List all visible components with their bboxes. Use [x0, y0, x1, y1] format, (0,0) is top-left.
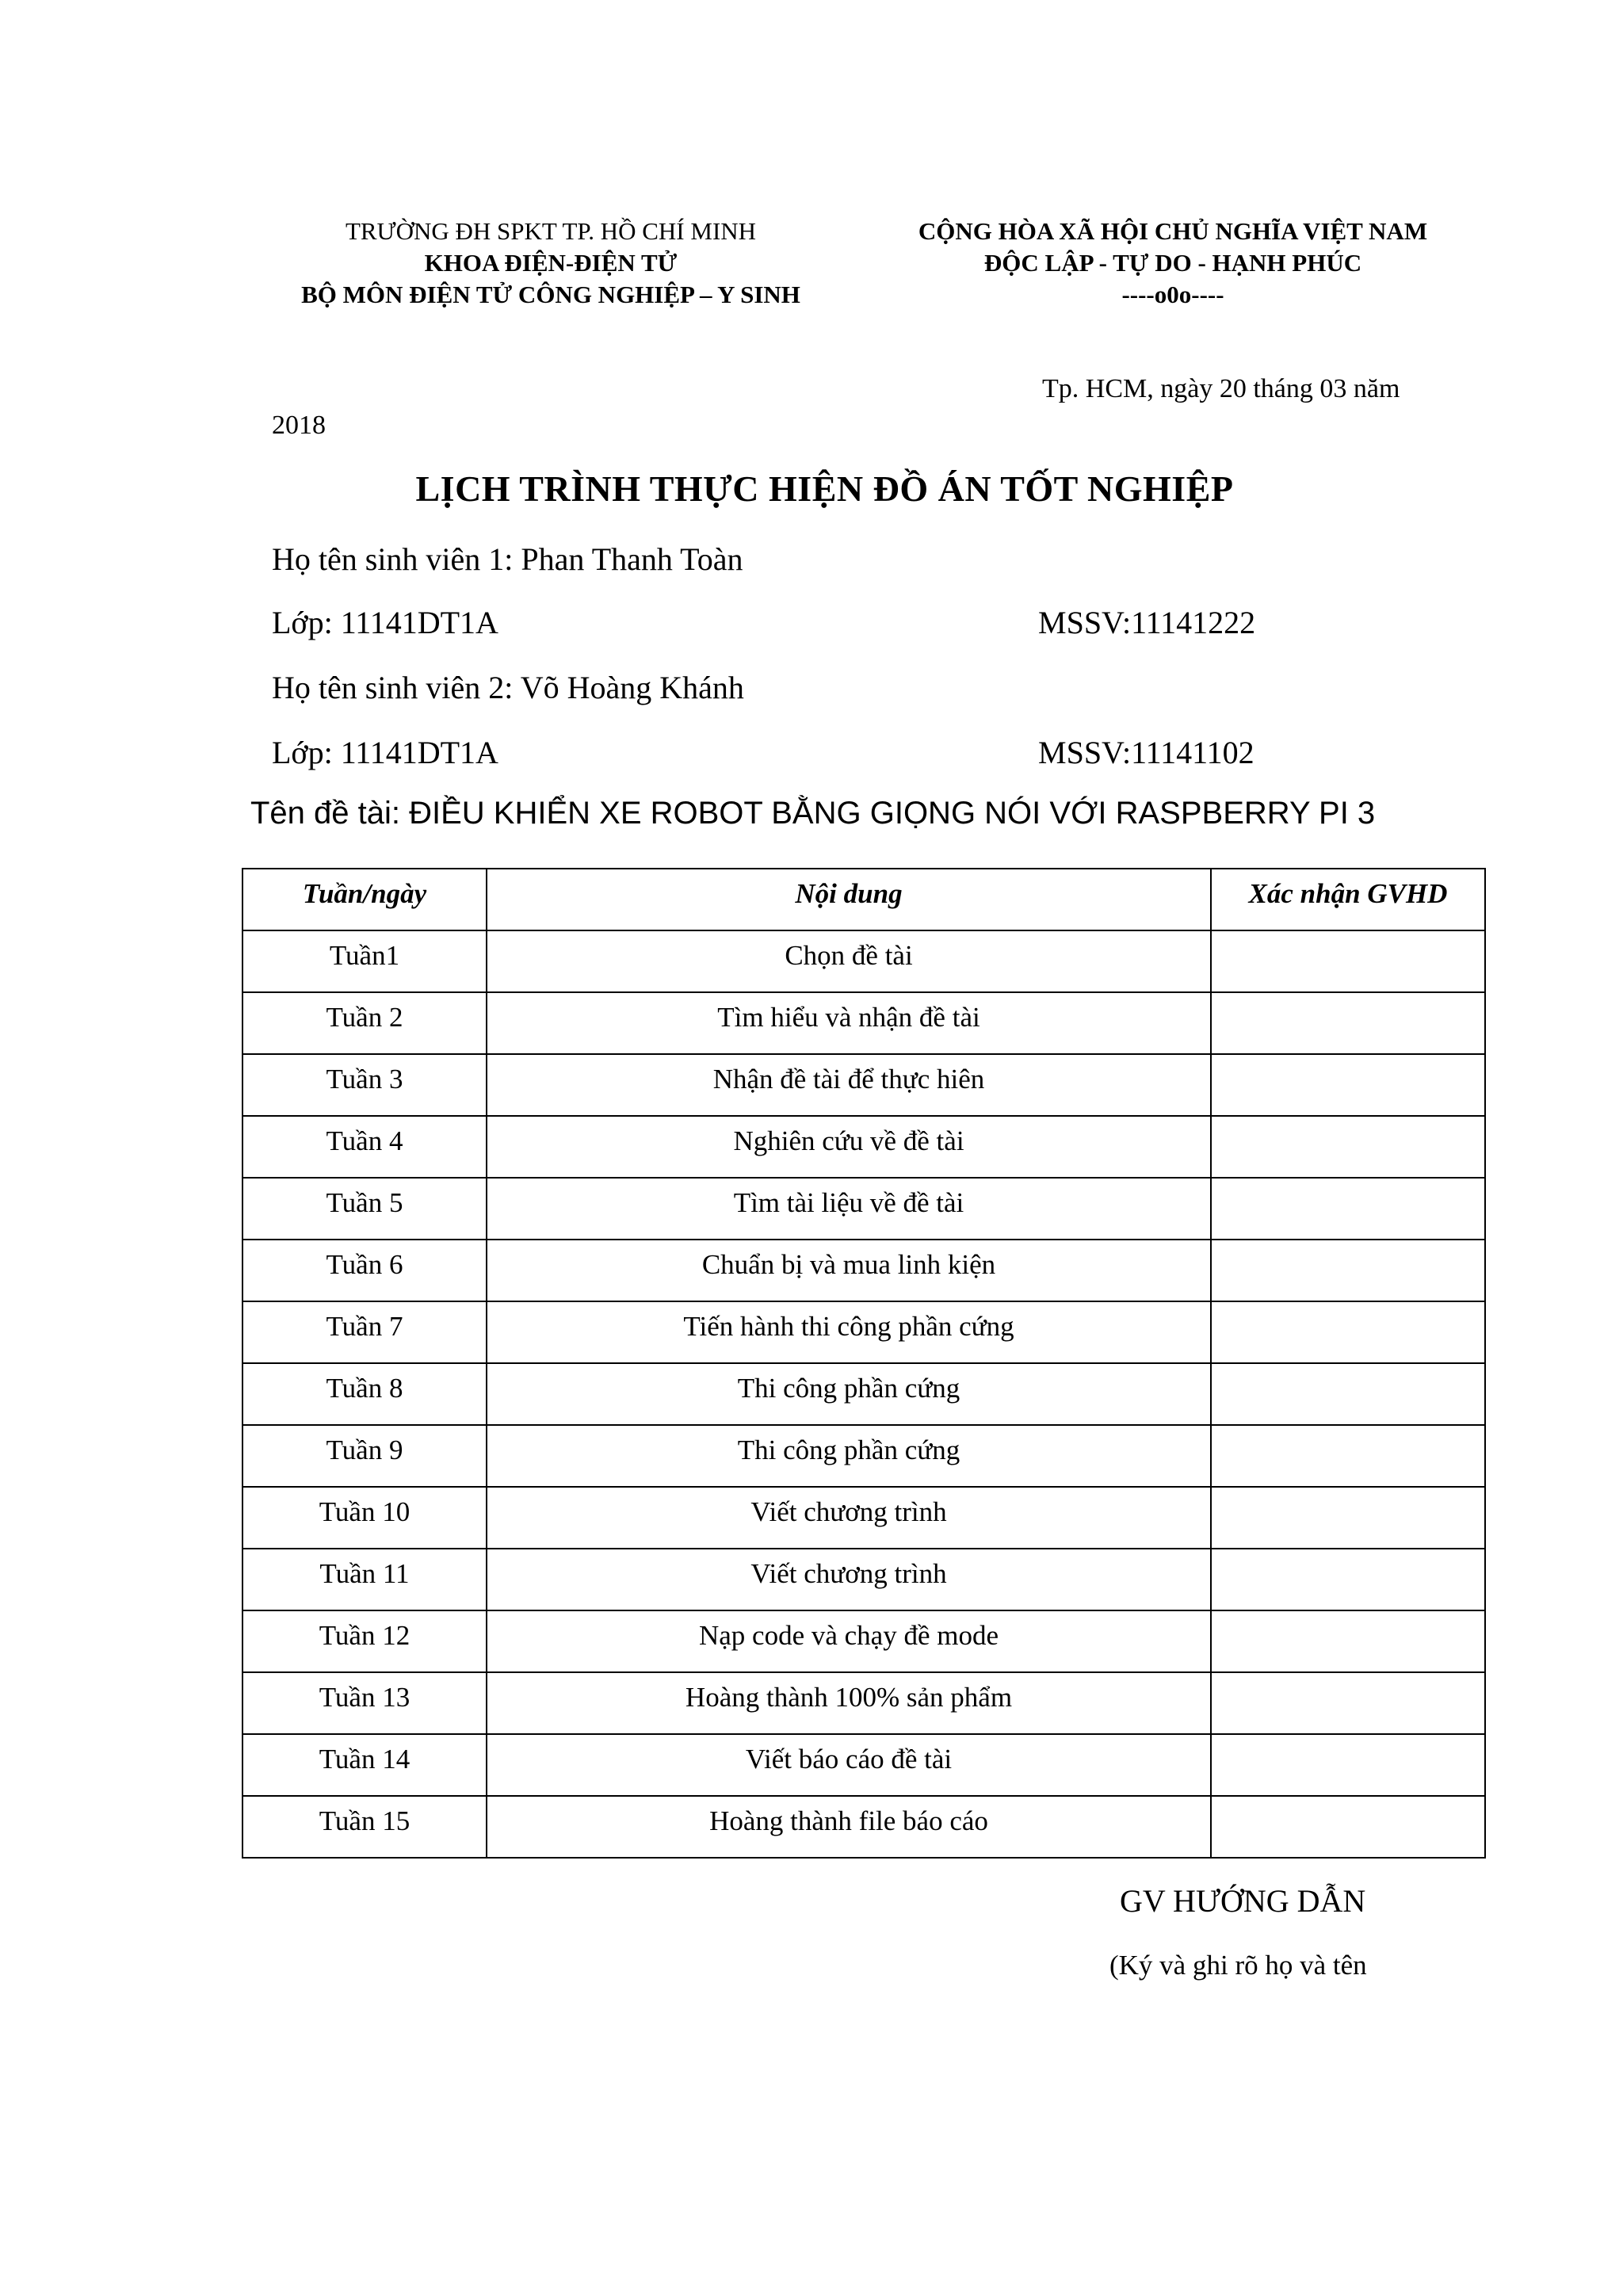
- week-cell: Tuần1: [242, 930, 487, 992]
- confirm-cell: [1211, 1240, 1485, 1301]
- week-cell: Tuần 10: [242, 1487, 487, 1549]
- confirm-cell: [1211, 1054, 1485, 1116]
- table-row: [242, 1610, 1485, 1672]
- table-row: [242, 1363, 1485, 1425]
- confirm-cell: [1211, 930, 1485, 992]
- school-header: [262, 216, 840, 311]
- content-cell: Viết báo cáo đề tài: [487, 1734, 1211, 1796]
- week-cell: Tuần 6: [242, 1240, 487, 1301]
- week-cell: Tuần 14: [242, 1734, 487, 1796]
- document-title: LỊCH TRÌNH THỰC HIỆN ĐỒ ÁN TỐT NGHIỆP: [415, 468, 1234, 509]
- student-1-class: Lớp: 11141DT1A: [272, 605, 498, 640]
- week-cell: Tuần 9: [242, 1425, 487, 1487]
- advisor-signature-title: GV HƯỚNG DẪN: [1120, 1883, 1366, 1919]
- table-row: [242, 1487, 1485, 1549]
- faculty-name: KHOA ĐIỆN-ĐIỆN TỬ: [424, 249, 678, 277]
- student-1-name: Họ tên sinh viên 1: Phan Thanh Toàn: [272, 541, 743, 577]
- content-cell: Chuẩn bị và mua linh kiện: [487, 1240, 1211, 1301]
- student-2-class: Lớp: 11141DT1A: [272, 735, 498, 770]
- table-row: [242, 992, 1485, 1054]
- content-cell: Chọn đề tài: [487, 930, 1211, 992]
- national-motto: ĐỘC LẬP - TỰ DO - HẠNH PHÚC: [983, 249, 1362, 277]
- week-cell: Tuần 12: [242, 1610, 487, 1672]
- table-row: [242, 1178, 1485, 1240]
- content-cell: Hoàng thành 100% sản phẩm: [487, 1672, 1211, 1734]
- content-cell: Tìm tài liệu về đề tài: [487, 1178, 1211, 1240]
- week-cell: Tuần 8: [242, 1363, 487, 1425]
- national-name: CỘNG HÒA XÃ HỘI CHỦ NGHĨA VIỆT NAM: [918, 217, 1428, 245]
- confirm-cell: [1211, 992, 1485, 1054]
- content-cell: Tiến hành thi công phần cứng: [487, 1301, 1211, 1363]
- table-row: [242, 1240, 1485, 1301]
- week-cell: Tuần 3: [242, 1054, 487, 1116]
- week-cell: Tuần 13: [242, 1672, 487, 1734]
- date-year: 2018: [272, 411, 326, 440]
- confirm-cell: [1211, 1301, 1485, 1363]
- schedule-table: [242, 868, 1486, 1859]
- student-2-id: MSSV:11141102: [1038, 735, 1254, 770]
- confirm-cell: [1211, 1734, 1485, 1796]
- header-ornament: ----o0o----: [1121, 281, 1224, 308]
- department-name: BỘ MÔN ĐIỆN TỬ CÔNG NGHIỆP – Y SINH: [301, 281, 800, 308]
- confirm-cell: [1211, 1610, 1485, 1672]
- thesis-topic: Tên đề tài: ĐIỀU KHIỂN XE ROBOT BẰNG GIỌNG NÓI VỚI RASPBERRY PI 3: [250, 796, 1376, 831]
- confirm-cell: [1211, 1178, 1485, 1240]
- week-cell: Tuần 2: [242, 992, 487, 1054]
- content-cell: Thi công phần cứng: [487, 1363, 1211, 1425]
- content-cell: Thi công phần cứng: [487, 1425, 1211, 1487]
- content-cell: Nạp code và chạy đề mode: [487, 1610, 1211, 1672]
- table-row: [242, 1549, 1485, 1610]
- week-cell: Tuần 4: [242, 1116, 487, 1178]
- table-row: [242, 1054, 1485, 1116]
- school-name: TRƯỜNG ĐH SPKT TP. HỒ CHÍ MINH: [345, 217, 757, 245]
- column-header-week: Tuần/ngày: [242, 869, 487, 930]
- confirm-cell: [1211, 1487, 1485, 1549]
- table-row: [242, 1116, 1485, 1178]
- content-cell: Hoàng thành file báo cáo: [487, 1796, 1211, 1858]
- table-row: [242, 1672, 1485, 1734]
- week-cell: Tuần 15: [242, 1796, 487, 1858]
- table-row: [242, 1301, 1485, 1363]
- table-row: [242, 930, 1485, 992]
- content-cell: Nghiên cứu về đề tài: [487, 1116, 1211, 1178]
- advisor-signature-note: (Ký và ghi rõ họ và tên: [1109, 1950, 1367, 1981]
- confirm-cell: [1211, 1672, 1485, 1734]
- confirm-cell: [1211, 1363, 1485, 1425]
- student-1-id: MSSV:11141222: [1038, 605, 1256, 640]
- student-2-name: Họ tên sinh viên 2: Võ Hoàng Khánh: [272, 670, 744, 705]
- column-header-confirmation: Xác nhận GVHD: [1211, 869, 1485, 930]
- content-cell: Viết chương trình: [487, 1487, 1211, 1549]
- column-header-content: Nội dung: [487, 869, 1211, 930]
- confirm-cell: [1211, 1425, 1485, 1487]
- confirm-cell: [1211, 1116, 1485, 1178]
- content-cell: Nhận đề tài để thực hiên: [487, 1054, 1211, 1116]
- table-row: [242, 1425, 1485, 1487]
- table-row: [242, 1796, 1485, 1858]
- content-cell: Viết chương trình: [487, 1549, 1211, 1610]
- confirm-cell: [1211, 1549, 1485, 1610]
- confirm-cell: [1211, 1796, 1485, 1858]
- date-line: Tp. HCM, ngày 20 tháng 03 năm: [1042, 374, 1400, 403]
- table-row: [242, 1734, 1485, 1796]
- week-cell: Tuần 7: [242, 1301, 487, 1363]
- table-header-row: [242, 869, 1485, 930]
- week-cell: Tuần 11: [242, 1549, 487, 1610]
- week-cell: Tuần 5: [242, 1178, 487, 1240]
- national-header: [864, 216, 1482, 311]
- content-cell: Tìm hiểu và nhận đề tài: [487, 992, 1211, 1054]
